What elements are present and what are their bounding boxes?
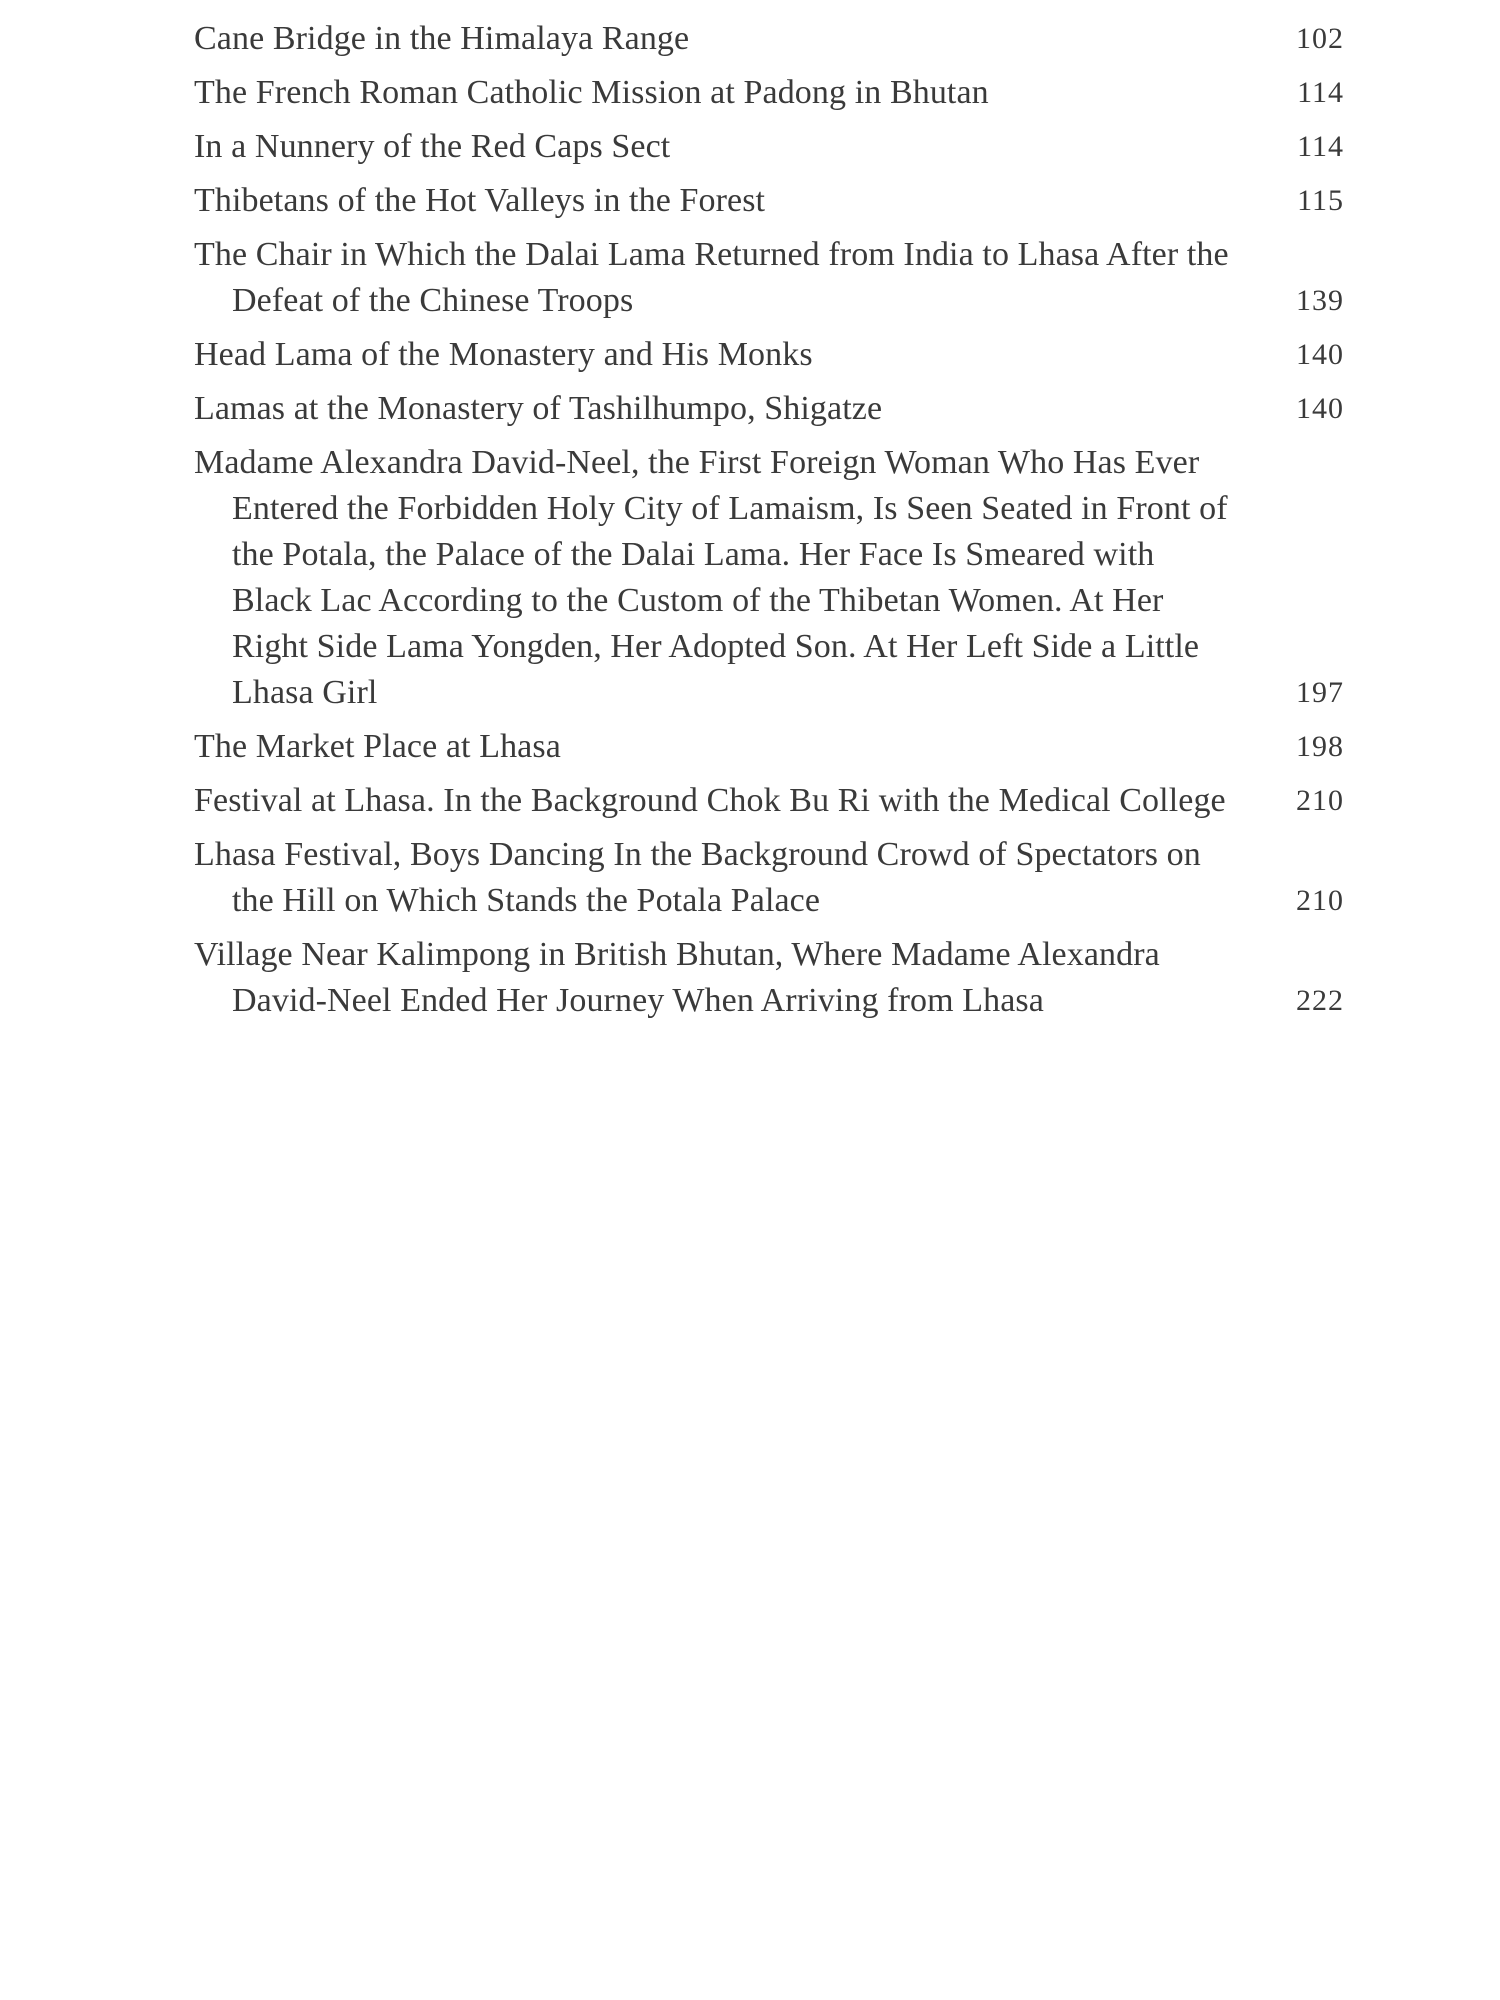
- illustration-entry: [194, 124, 1344, 170]
- page-number: 222: [1296, 984, 1344, 1017]
- page-number: 140: [1296, 338, 1344, 371]
- page-number: 102: [1296, 22, 1344, 55]
- illustration-title: Lhasa Festival, Boys Dancing In the Background Crowd of Spectators on the Hill on Which Stands the Potala Palace: [194, 836, 1201, 919]
- illustration-title: Festival at Lhasa. In the Background Chok Bu Ri with the Medical College: [194, 782, 1226, 819]
- illustration-entry: [194, 440, 1344, 716]
- illustration-title: Head Lama of the Monastery and His Monks: [194, 336, 813, 373]
- illustration-title: Cane Bridge in the Himalaya Range: [194, 20, 690, 57]
- illustration-title: Village Near Kalimpong in British Bhutan, Where Madame Alexandra David-Neel Ended Her Journey When Arriving from Lhasa: [194, 936, 1160, 1019]
- illustration-entry: [194, 332, 1344, 378]
- page-number: 210: [1296, 784, 1344, 817]
- page-number: 210: [1296, 884, 1344, 917]
- page-number: 140: [1296, 392, 1344, 425]
- page-number: 139: [1296, 284, 1344, 317]
- illustration-title: Lamas at the Monastery of Tashilhumpo, Shigatze: [194, 390, 883, 427]
- illustration-entry: [194, 70, 1344, 116]
- illustration-entry: [194, 16, 1344, 62]
- illustration-entry: [194, 178, 1344, 224]
- page-number: 115: [1297, 184, 1344, 217]
- illustration-title: The Chair in Which the Dalai Lama Returned from India to Lhasa After the Defeat of the Chinese Troops: [194, 236, 1229, 319]
- illustration-entry: [194, 724, 1344, 770]
- illustration-entry: [194, 386, 1344, 432]
- illustration-title: The Market Place at Lhasa: [194, 728, 561, 765]
- illustration-title: Madame Alexandra David-Neel, the First Foreign Woman Who Has Ever Entered the Forbidden Holy City of Lamaism, Is Seen Seated in Front of the Potala, the Palace of the Dalai Lama. Her Face Is Smeared with Black Lac According to the Custom of the Thibetan Women. At Her Right Side Lama Yongden, Her Adopted Son. At Her Left Side a Little Lhasa Girl: [194, 444, 1228, 711]
- illustration-title: The French Roman Catholic Mission at Padong in Bhutan: [194, 74, 989, 111]
- illustration-title: Thibetans of the Hot Valleys in the Forest: [194, 182, 766, 219]
- page-number: 197: [1296, 676, 1344, 709]
- page-number: 198: [1296, 730, 1344, 763]
- illustration-entry: [194, 832, 1344, 924]
- illustration-entry: [194, 932, 1344, 1024]
- illustration-entry: [194, 232, 1344, 324]
- illustration-entry: [194, 778, 1344, 824]
- list-of-illustrations: [194, 16, 1344, 1032]
- page-number: 114: [1297, 130, 1344, 163]
- page-number: 114: [1297, 76, 1344, 109]
- illustration-title: In a Nunnery of the Red Caps Sect: [194, 128, 671, 165]
